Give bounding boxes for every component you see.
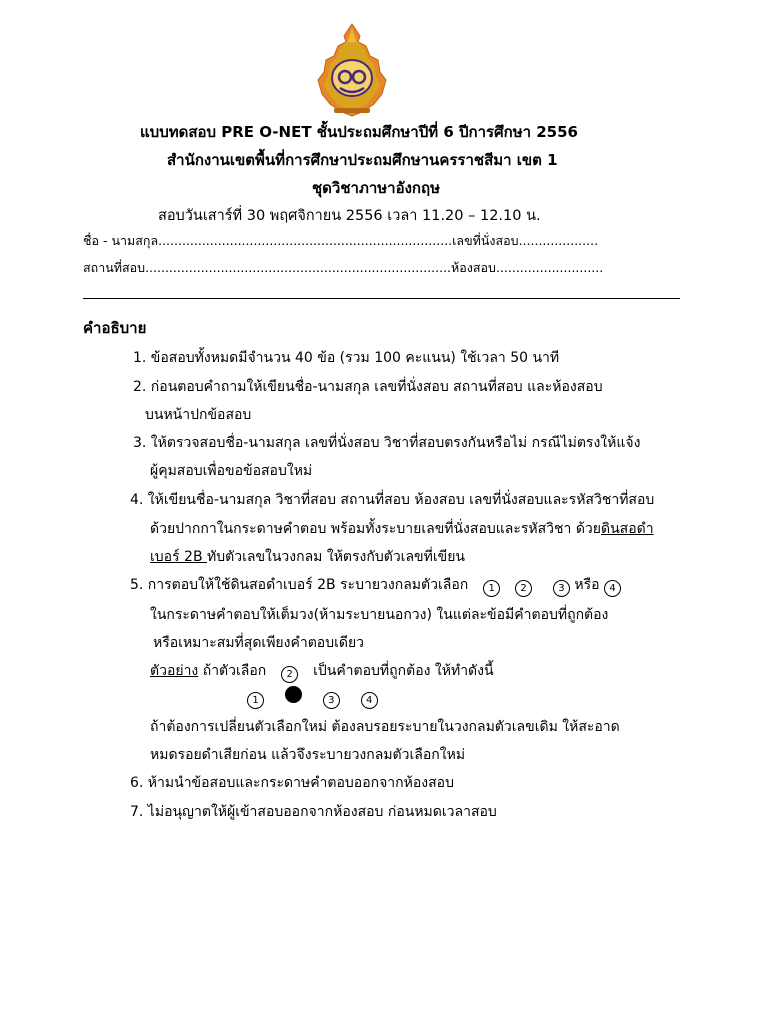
example-choice-2: 2 (281, 666, 298, 683)
instruction-5-cont3: ถ้าต้องการเปลี่ยนตัวเลือกใหม่ ต้องลบรอยระบายในวงกลมตัวเลขเดิม ให้สะอาด (150, 719, 620, 735)
instruction-4-text: ด้วยปากกาในกระดาษคำตอบ พร้อมทั้งระบายเลขที่นั่งสอบและรหัสวิชา ด้วย (150, 521, 601, 537)
exam-date-time: สอบวันเสาร์ที่ 30 พฤศจิกายน 2556 เวลา 11.20 – 12.10 น. (158, 208, 541, 224)
exam-subject: ชุดวิชาภาษาอังกฤษ (312, 179, 440, 197)
name-seat-field: ชื่อ - นามสกุล..........................................................................เลขที่นั่งสอบ.................... (83, 233, 599, 248)
instruction-5 (130, 574, 621, 597)
instruction-4-text-2: ทับตัวเลขในวงกลม ให้ตรงกับตัวเลขที่เขียน (207, 549, 465, 565)
example-text-2: เป็นคำตอบที่ถูกต้อง ให้ทำดังนี้ (313, 663, 494, 679)
choice-circle-1: 1 (483, 580, 500, 597)
example-answer-row (247, 686, 378, 709)
school-emblem-logo (314, 22, 390, 118)
choice-circle-2: 2 (515, 580, 532, 597)
example-circle-4: 4 (361, 692, 378, 709)
choice-circle-4: 4 (604, 580, 621, 597)
example-line (150, 660, 494, 683)
example-text: ถ้าตัวเลือก (198, 663, 267, 679)
example-circle-1: 1 (247, 692, 264, 709)
example-circle-filled (285, 686, 302, 703)
choice-circle-3: 3 (553, 580, 570, 597)
instruction-3-cont: ผู้คุมสอบเพื่อขอข้อสอบใหม่ (150, 463, 313, 479)
example-circle-3: 3 (323, 692, 340, 709)
instruction-4-cont (150, 518, 654, 540)
instruction-1: 1. ข้อสอบทั้งหมดมีจำนวน 40 ข้อ (รวม 100 คะแนน) ใช้เวลา 50 นาที (133, 350, 560, 366)
example-label: ตัวอย่าง (150, 663, 199, 679)
instruction-5-cont: ในกระดาษคำตอบให้เต็มวง(ห้ามระบายนอกวง) ในแต่ละข้อมีคำตอบที่ถูกต้อง (150, 607, 609, 623)
instruction-5-text: 5. การตอบให้ใช้ดินสอดำเบอร์ 2B ระบายวงกลมตัวเลือก (130, 577, 469, 593)
exam-title: แบบทดสอบ PRE O-NET ชั้นประถมศึกษาปีที่ 6 ปีการศึกษา 2556 (140, 123, 578, 141)
instruction-7: 7. ไม่อนุญาตให้ผู้เข้าสอบออกจากห้องสอบ ก่อนหมดเวลาสอบ (130, 804, 497, 820)
instruction-5-cont4: หมดรอยดำเสียก่อน แล้วจึงระบายวงกลมตัวเลือกใหม่ (150, 747, 466, 763)
divider (83, 298, 680, 299)
instruction-4-cont2 (150, 546, 465, 568)
instructions-heading: คำอธิบาย (83, 319, 147, 337)
exam-office: สำนักงานเขตพื้นที่การศึกษาประถมศึกษานครราชสีมา เขต 1 (167, 151, 558, 169)
or-text: หรือ (574, 577, 600, 593)
instruction-4-underline: ดินสอดำ (600, 521, 654, 537)
place-room-field: สถานที่สอบ.............................................................................ห้องสอบ........................... (83, 260, 604, 275)
instruction-2-cont: บนหน้าปกข้อสอบ (145, 407, 252, 423)
instruction-4: 4. ให้เขียนชื่อ-นามสกุล วิชาที่สอบ สถานที่สอบ ห้องสอบ เลขที่นั่งสอบและรหัสวิชาที่สอบ (130, 492, 655, 508)
instruction-3: 3. ให้ตรวจสอบชื่อ-นามสกุล เลขที่นั่งสอบ วิชาที่สอบตรงกันหรือไม่ กรณีไม่ตรงให้แจ้ง (133, 435, 641, 451)
instruction-6: 6. ห้ามนำข้อสอบและกระดาษคำตอบออกจากห้องสอบ (130, 775, 454, 791)
instruction-4-underline-2: เบอร์ 2B (150, 549, 208, 565)
instruction-2: 2. ก่อนตอบคำถามให้เขียนชื่อ-นามสกุล เลขที่นั่งสอบ สถานที่สอบ และห้องสอบ (133, 379, 603, 395)
instruction-5-cont2: หรือเหมาะสมที่สุดเพียงคำตอบเดียว (153, 635, 365, 651)
